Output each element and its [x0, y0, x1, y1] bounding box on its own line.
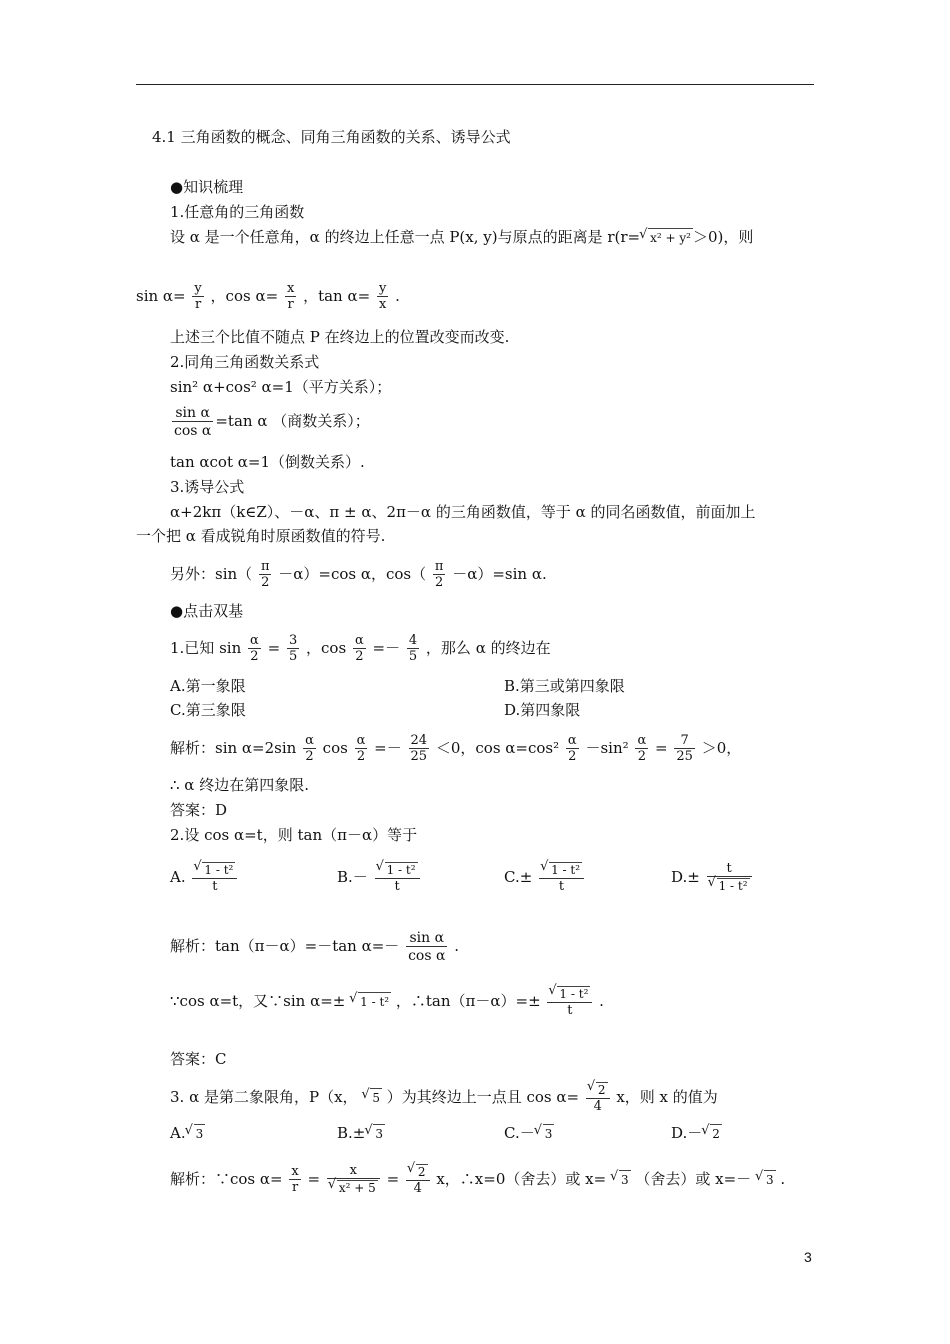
definition-line: 设 α 是一个任意角，α 的终边上任意一点 P(x, y)与原点的距离是 r(r=√ x² + y² ＞0)，则: [170, 228, 753, 247]
frac-alpha-2: $\frac{\alpha}{2}$: [305, 733, 314, 764]
question-3: 3. α 是第二象限角，P（x， √ 5 ）为其终边上一点且 cos α= √ $\frac{2}{4}$ x，则 x 的值为: [170, 1082, 718, 1114]
frac-x-r: $\frac{x}{r}$: [286, 281, 295, 312]
page-number: 3: [804, 1249, 812, 1265]
frac-24-25: $\frac{24}{25}$: [410, 733, 428, 764]
frac-sqrt-over-t: √ $\frac{\text{1 - t²}}{t}$: [375, 862, 420, 894]
relation-square: sin² α+cos² α=1（平方关系）；: [170, 378, 392, 396]
q3-option-a: A.√ 3: [170, 1124, 205, 1143]
q1-conclusion: ∴ α 终边在第四象限.: [170, 776, 309, 794]
frac-alpha-2: $\frac{\alpha}{2}$: [567, 733, 577, 764]
induction-line-2: 一个把 α 看成锐角时原函数值的符号.: [136, 527, 386, 545]
frac-sqrt-over-t: √ $\frac{\text{1 - t²}}{t}$: [547, 986, 592, 1018]
q3-option-b: B.±√ 3: [337, 1124, 385, 1143]
sub-heading-2: 2.同角三角函数关系式: [170, 353, 320, 371]
q1-answer: 答案：D: [170, 801, 228, 819]
frac-alpha-2: $\frac{\alpha}{2}$: [250, 633, 259, 664]
heading-knowledge: ●知识梳理: [170, 178, 244, 196]
q2-option-c: C.± √ $\frac{\text{1 - t²}}{t}$: [504, 862, 586, 894]
induction-line-1: α+2kπ（k∈Z）、－α、π ± α、2π－α 的三角函数值，等于 α 的同名函数值，前面加上: [170, 503, 756, 521]
frac-t-over-sqrt: t √ 1 - t²: [707, 862, 752, 894]
radical-r: √ x² + y²: [648, 228, 693, 247]
q1-option-b: B.第三或第四象限: [504, 677, 625, 695]
q1-solution: 解析：sin α=2sin $\frac{\alpha}{2}$ cos $\frac{\alpha}{2}$ =－ $\frac{24}{25}$ ＜0，cos α=cos² $\frac{\alpha}{2}$ －sin² $\frac{\alpha}{2}$ = $\frac{7}{25}$ ＞0，: [170, 733, 742, 764]
relation-quotient: $\frac{\text{sin α}}{\text{cos α}}$ =tan α （商数关系）；: [174, 405, 370, 439]
q3-option-d: D.－√ 2: [671, 1124, 722, 1143]
frac-x-sqrt: x √ x² + 5: [327, 1164, 380, 1196]
frac-sin-cos: $\frac{\text{sin α}}{\text{cos α}}$: [174, 405, 212, 439]
question-1: 1.已知 sin $\frac{\alpha}{2}$ = $\frac{3}{5}$ ，cos $\frac{\alpha}{2}$ =－ $\frac{4}{5}$ ，那么 α 的终边在: [170, 633, 551, 664]
extra-formula: 另外：sin（ $\frac{\pi}{2}$ －α）=cos α，cos（ $\frac{\pi}{2}$ －α）=sin α.: [170, 559, 547, 590]
q3-solution: 解析：∵cos α= $\frac{x}{r}$ = x √ x² + 5 = √ $\frac{2}{4}$ x，∴x=0（舍去）或 x= √ 3 （舍去）或 x=－ √ 3 .: [170, 1164, 785, 1196]
q2-option-b: B.－ √ $\frac{\text{1 - t²}}{t}$: [337, 862, 422, 894]
q2-answer: 答案：C: [170, 1050, 227, 1068]
q2-option-a: A. √ $\frac{\text{1 - t²}}{t}$: [170, 862, 239, 894]
ratio-line: sin α= $\frac{y}{r}$ ，cos α= $\frac{x}{r}$ ，tan α= $\frac{y}{x}$ .: [136, 281, 400, 312]
radical-3: √ 3: [619, 1170, 631, 1189]
q1-option-d: D.第四象限: [504, 701, 581, 719]
frac-3-5: $\frac{3}{5}$: [288, 633, 298, 664]
header-rule: [136, 84, 814, 85]
sub-heading-3: 3.诱导公式: [170, 478, 245, 496]
q1-option-a: A.第一象限: [170, 677, 246, 695]
radical-3: √ 3: [764, 1170, 776, 1189]
radical-5: √ 5: [370, 1088, 382, 1107]
frac-sqrt2-4: √ $\frac{2}{4}$: [586, 1082, 610, 1114]
frac-x-r: $\frac{x}{r}$: [291, 1164, 299, 1195]
radical-1-t2: √ 1 - t²: [358, 992, 391, 1011]
q2-solution-2: ∵cos α=t，又∵sin α=± √ 1 - t² ，∴tan（π－α）=± √ $\frac{\text{1 - t²}}{t}$ .: [170, 986, 604, 1018]
relation-reciprocal: tan αcot α=1（倒数关系）.: [170, 453, 365, 471]
frac-sin-cos: $\frac{\text{sin α}}{\text{cos α}}$: [408, 930, 446, 964]
frac-sqrt-over-t: √ $\frac{\text{1 - t²}}{t}$: [539, 862, 584, 894]
sub-heading-1: 1.任意角的三角函数: [170, 203, 305, 221]
q2-solution-1: 解析：tan（π－α）=－tan α=－ $\frac{\text{sin α}}{\text{cos α}}$ .: [170, 930, 459, 964]
frac-pi-2: $\frac{\pi}{2}$: [260, 559, 270, 590]
question-2: 2.设 cos α=t，则 tan（π－α）等于: [170, 826, 418, 844]
heading-basics: ●点击双基: [170, 602, 244, 620]
q3-option-c: C.－√ 3: [504, 1124, 554, 1143]
frac-sqrt2-4: √ $\frac{2}{4}$: [406, 1164, 430, 1196]
frac-sqrt-over-t: √ $\frac{\text{1 - t²}}{t}$: [192, 862, 237, 894]
frac-7-25: $\frac{7}{25}$: [676, 733, 693, 764]
frac-pi-2: $\frac{\pi}{2}$: [434, 559, 444, 590]
frac-alpha-2: $\frac{\alpha}{2}$: [637, 733, 647, 764]
section-title: 4.1 三角函数的概念、同角三角函数的关系、诱导公式: [152, 128, 511, 146]
frac-alpha-2: $\frac{\alpha}{2}$: [354, 633, 364, 664]
ratio-note: 上述三个比值不随点 P 在终边上的位置改变而改变.: [170, 328, 510, 346]
frac-y-x: $\frac{y}{x}$: [378, 281, 387, 312]
frac-4-5: $\frac{4}{5}$: [408, 633, 418, 664]
frac-y-r: $\frac{y}{r}$: [194, 281, 202, 312]
q1-option-c: C.第三象限: [170, 701, 246, 719]
q2-option-d: D.± t √ 1 - t²: [671, 862, 754, 894]
frac-alpha-2: $\frac{\alpha}{2}$: [356, 733, 366, 764]
